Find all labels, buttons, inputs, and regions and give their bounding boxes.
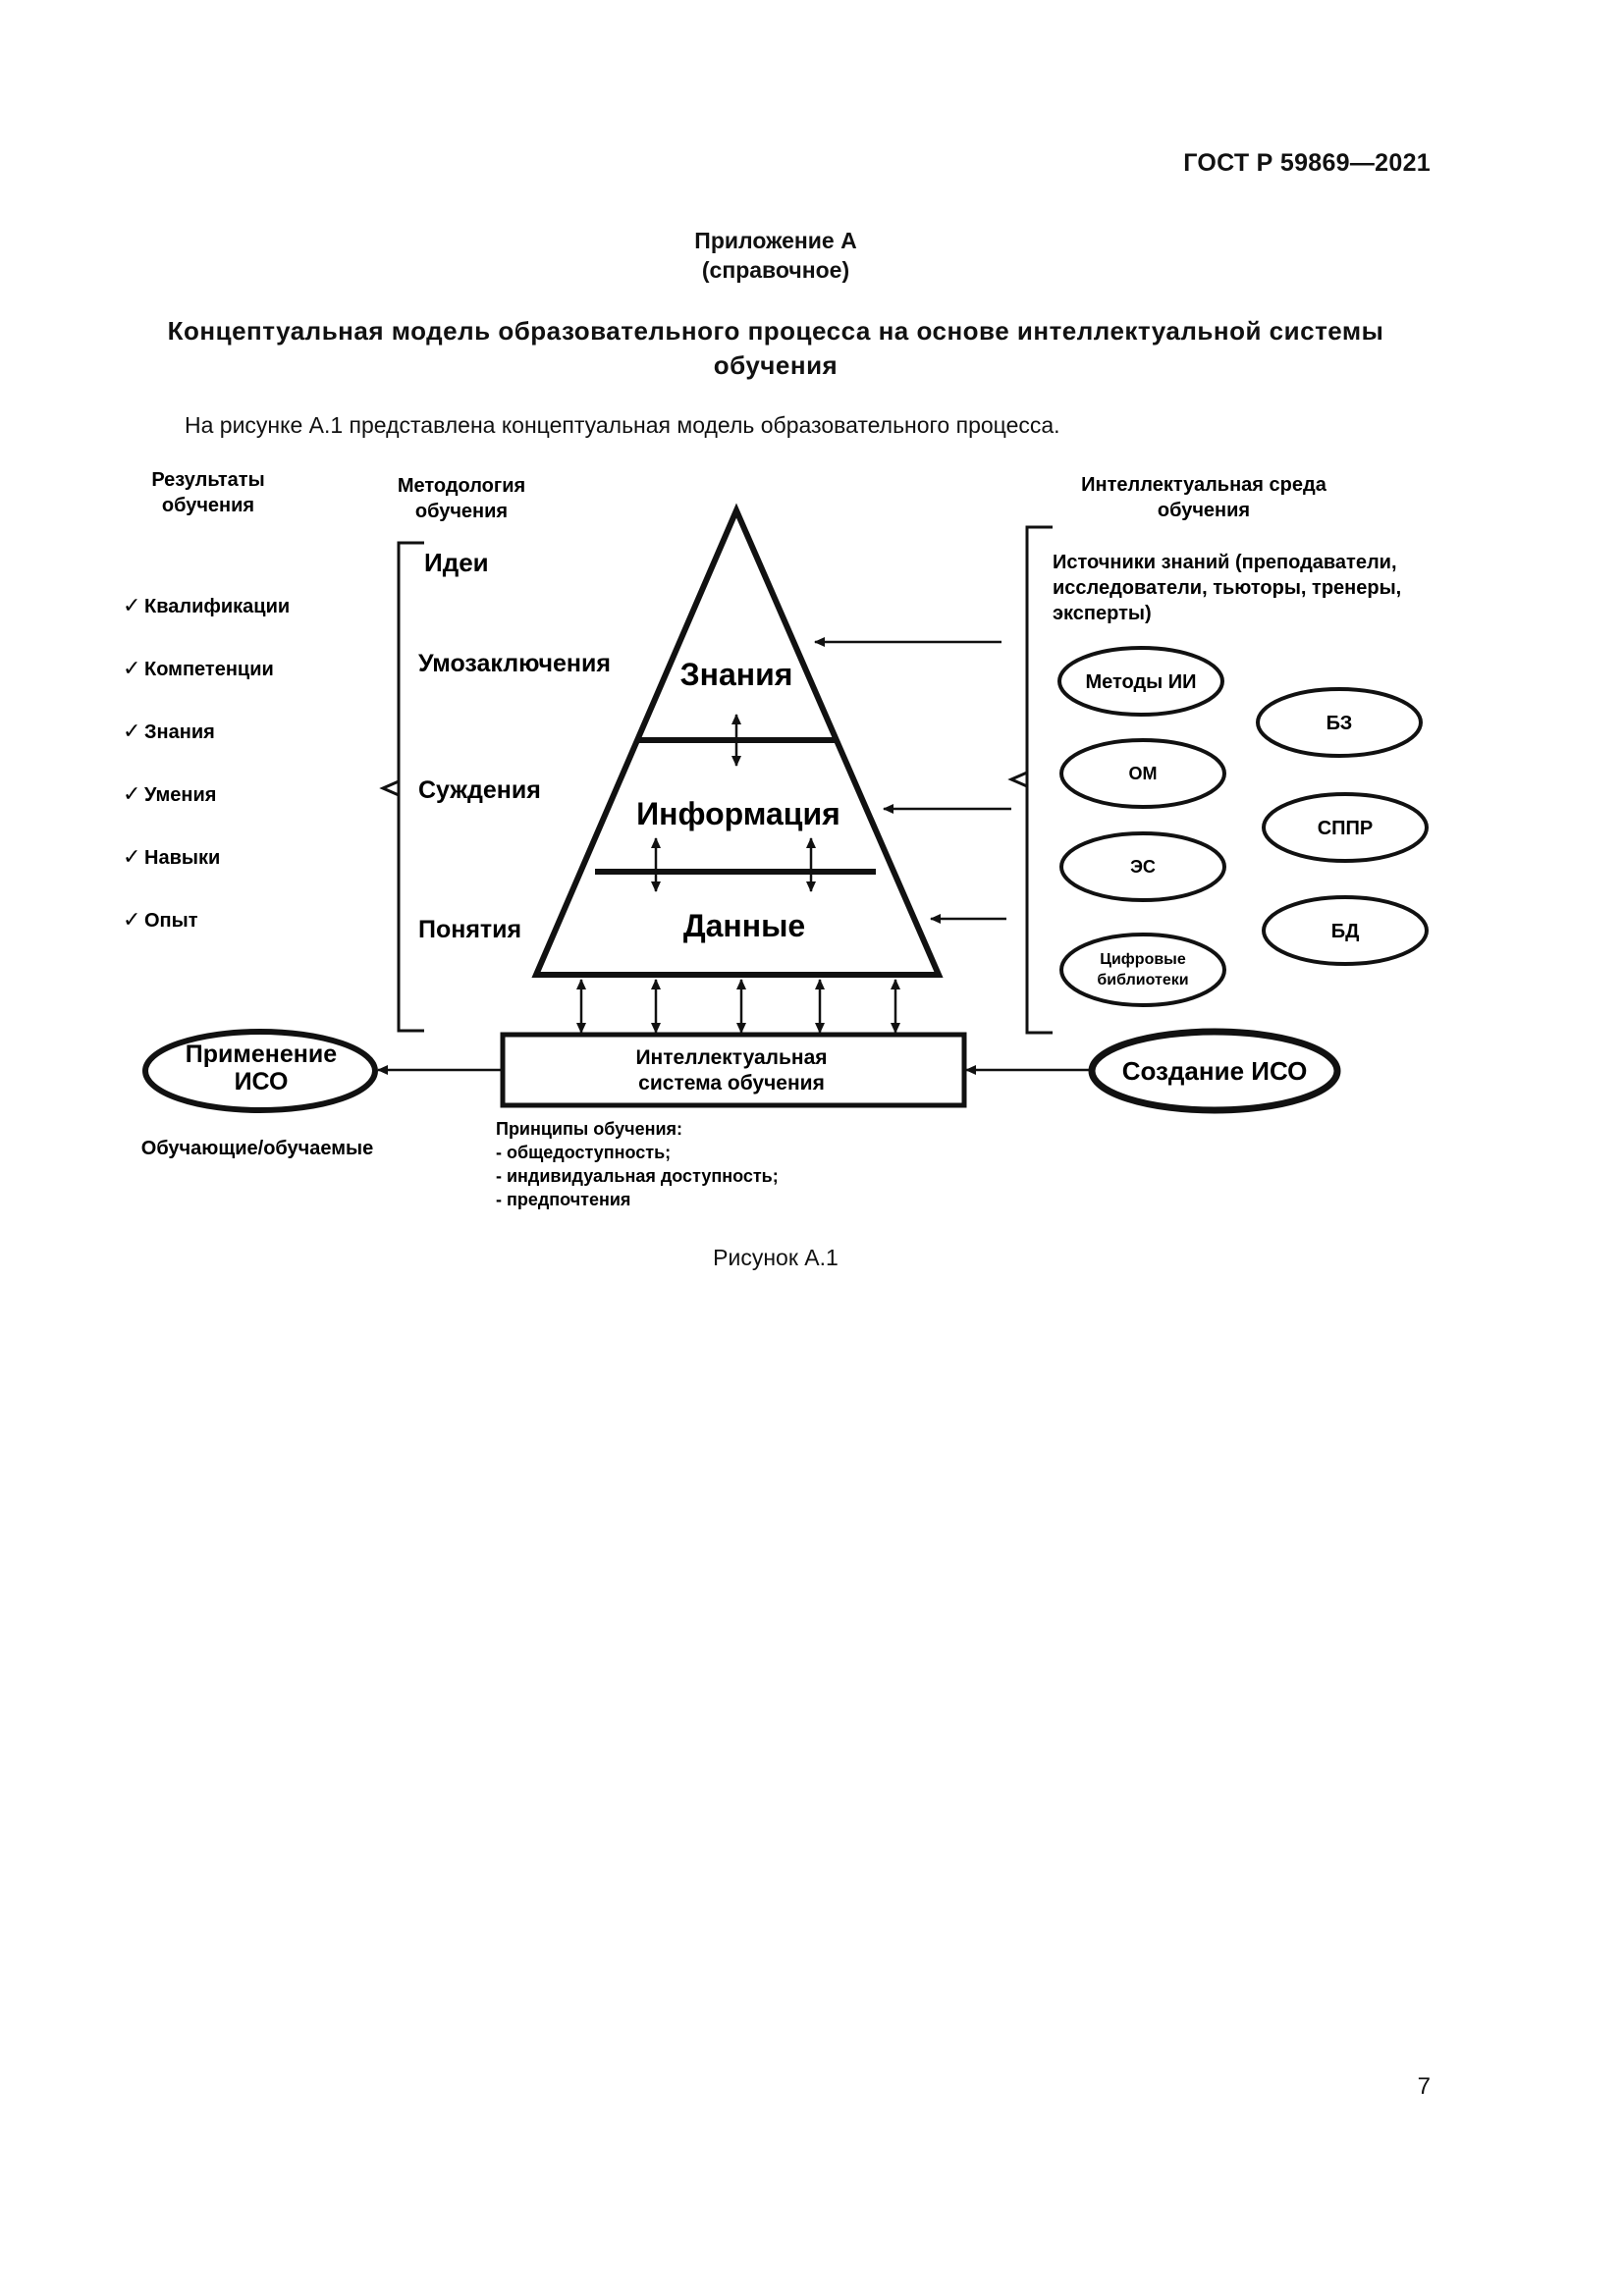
principles-line: - индивидуальная доступность; bbox=[496, 1166, 779, 1186]
results-column bbox=[123, 469, 290, 932]
ellipse-label: ОМ bbox=[1128, 764, 1158, 783]
methodology-item: Идеи bbox=[424, 548, 489, 577]
check-icon: ✓ bbox=[123, 781, 141, 806]
methodology-item: Понятия bbox=[418, 916, 522, 943]
standard-code: ГОСТ Р 59869—2021 bbox=[1183, 149, 1431, 177]
system-box-line-1: Интеллектуальная bbox=[635, 1046, 828, 1069]
learners-label: Обучающие/обучаемые bbox=[140, 1138, 374, 1159]
figure-caption: Рисунок А.1 bbox=[713, 1245, 839, 1270]
methodology-heading-line-2: обучения bbox=[414, 501, 509, 522]
ellipse-label: ЭС bbox=[1130, 857, 1156, 877]
section-title-line-2: обучения bbox=[713, 350, 839, 380]
pyramid-level-knowledge: Знания bbox=[679, 657, 793, 692]
check-icon: ✓ bbox=[123, 719, 141, 743]
methodology-bracket-point bbox=[383, 781, 399, 795]
environment-bracket-point bbox=[1011, 773, 1027, 786]
pyramid-level-data: Данные bbox=[682, 908, 806, 943]
learning-principles bbox=[496, 1119, 779, 1209]
knowledge-sources-line: исследователи, тьюторы, тренеры, bbox=[1053, 577, 1402, 599]
methodology-item: Суждения bbox=[418, 776, 541, 804]
section-title bbox=[118, 314, 1434, 383]
application-line-1: Применение bbox=[185, 1041, 338, 1068]
ellipse-label: Методы ИИ bbox=[1085, 671, 1197, 693]
creation-block bbox=[966, 1032, 1337, 1110]
system-box-line-2: система обучения bbox=[638, 1072, 825, 1095]
result-item: Навыки bbox=[144, 847, 221, 869]
result-item: Знания bbox=[144, 721, 215, 743]
principles-line: Принципы обучения: bbox=[496, 1119, 683, 1139]
section-title-line-1: Концептуальная модель образовательного процесса на основе интеллектуальной системы bbox=[167, 316, 1384, 346]
knowledge-pyramid bbox=[536, 510, 939, 1033]
page-number: 7 bbox=[1417, 2073, 1431, 2100]
check-icon: ✓ bbox=[123, 656, 141, 680]
check-icon: ✓ bbox=[123, 593, 141, 617]
ellipse-label: СППР bbox=[1317, 818, 1374, 839]
application-block bbox=[141, 1032, 501, 1159]
check-icon: ✓ bbox=[123, 844, 141, 869]
appendix-label: Приложение А bbox=[694, 228, 857, 253]
principles-line: - предпочтения bbox=[496, 1190, 631, 1209]
methodology-item: Умозаключения bbox=[418, 650, 611, 677]
methodology-heading-line-1: Методология bbox=[397, 475, 526, 497]
results-heading-line-2: обучения bbox=[161, 495, 255, 516]
ellipse-label: БД bbox=[1330, 921, 1360, 942]
result-item: Квалификации bbox=[144, 596, 291, 617]
application-line-2: ИСО bbox=[234, 1068, 289, 1095]
ellipse-label: библиотеки bbox=[1097, 972, 1189, 988]
environment-heading-line-1: Интеллектуальная среда bbox=[1081, 474, 1326, 496]
principles-line: - общедоступность; bbox=[496, 1143, 672, 1162]
ellipse-digital-libraries bbox=[1061, 934, 1224, 1005]
creation-label: Создание ИСО bbox=[1121, 1056, 1308, 1086]
environment-heading-line-2: обучения bbox=[1157, 500, 1251, 521]
knowledge-sources-line: Источники знаний (преподаватели, bbox=[1053, 552, 1397, 573]
check-icon: ✓ bbox=[123, 907, 141, 932]
appendix-note: (справочное) bbox=[701, 257, 850, 283]
pyramid-level-information: Информация bbox=[636, 796, 840, 831]
learning-system-box bbox=[503, 1035, 964, 1105]
environment-bracket bbox=[1027, 527, 1053, 1033]
result-item: Умения bbox=[144, 784, 217, 806]
ellipse-label: БЗ bbox=[1326, 713, 1353, 734]
result-item: Компетенции bbox=[144, 659, 274, 680]
result-item: Опыт bbox=[144, 910, 198, 932]
ellipse-label: Цифровые bbox=[1100, 951, 1186, 968]
intro-paragraph: На рисунке А.1 представлена концептуальная модель образовательного процесса. bbox=[185, 412, 1060, 438]
knowledge-sources-line: эксперты) bbox=[1053, 603, 1152, 624]
results-heading-line-1: Результаты bbox=[151, 469, 265, 491]
concept-model-figure bbox=[98, 450, 1473, 1235]
